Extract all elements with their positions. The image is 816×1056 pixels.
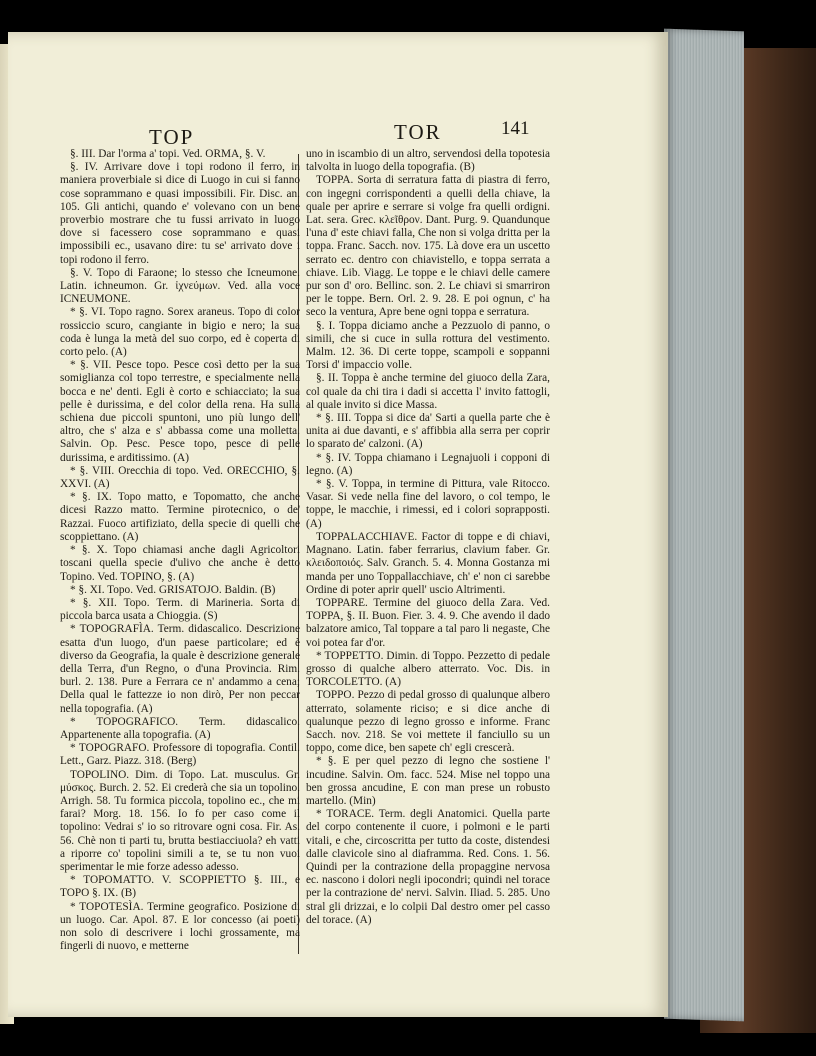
entry: §. I. Toppa diciamo anche a Pezzuolo di panno, o simili, che si cuce in sulla rottura del vestimento. Malm. 12. 36. Di certe toppe, scampoli e soppanni Torsi d' impaccio volle. — [306, 319, 550, 372]
entry: * §. XI. Topo. Ved. GRISATOJO. Baldin. (B) — [70, 583, 276, 596]
entry: * §. X. Topo chiamasi anche dagli Agricoltori toscani quella specie d'ulivo che anche è detto Topino. Ved. TOPINO, §. (A) — [60, 544, 300, 583]
entry: §. V. Topo di Faraone; lo stesso che Icneumone. Latin. ichneumon. Gr. ἰχνεύμων. Ved. alla voce ICNEUMONE. — [60, 266, 300, 306]
entry: * §. XII. Topo. Term. di Marineria. Sorta di piccola barca usata a Chioggia. (S) — [60, 596, 300, 623]
book-page — [8, 32, 668, 1017]
right-column — [306, 148, 550, 948]
entry: * §. VI. Topo ragno. Sorex araneus. Topo di color rossiccio scuro, cangiante in bigio e nero; la sua coda è lunga la metà del suo corpo, ed è coperta di corto pelo. (A) — [60, 306, 300, 359]
entry: * TOPOMATTO. V. SCOPPIETTO §. III., e TOPO §. IX. (B) — [60, 874, 300, 900]
entry: * TOPOGRAFÌA. Term. didascalico. Descrizione esatta d'un luogo, d'un paese particolare; ed è diverso da Geografia, la quale è descrizione generale della Terra, d'un Regno, o d'una Provincia. Rim. burl. 2. 138. Pure a Ferrara ce n' andammo a cena; Della qual le fattezze io non dirò, Per non peccar nella topografia. (A) — [60, 623, 300, 715]
entry: * §. VIII. Orecchia di topo. Ved. ORECCHIO, §. XXVI. (A) — [60, 464, 300, 491]
running-head-left: TOP — [149, 125, 195, 149]
entry: * TOPOGRAFO. Professore di topografia. Contil. Lett., Garz. Piazz. 318. (Berg) — [60, 742, 300, 768]
entry: * TOPPETTO. Dimin. di Toppo. Pezzetto di pedale grosso di qualche albero atterrato. Voc. Dis. in TORCOLETTO. (A) — [306, 649, 550, 689]
entry: TOPPO. Pezzo di pedal grosso di qualunque albero atterrato, solamente riciso; e si dice anche di qualunque pezzo di legno grosso e informe. Franc Sacch. nov. 218. Se voi mettete il fanciullo su un toppo, come dice, ben sapete ch' egli crescerà. — [306, 689, 550, 755]
entry: TOPPA. Sorta di serratura fatta di piastra di ferro, con ingegni corrispondenti a quelli della chiave, la quale per aprire e serrare si volge fra quelli ordigni. Lat. sera. Grec. κλεῖθρον. Dant. Purg. 9. Quandunque l'una d' este chiavi falla, Che non si volga dritta per la toppa. Franc. Sacch. nov. 175. Là dove era un uscetto serrato ec. dentro con chiavistello, e toppa serrata a chiave. Lib. Viagg. Le toppe e le chiavi delle camere pur son d' oro. Bellinc. son. 2. Le chiavi si smarriron per le toppe. Bern. Orl. 2. 9. 28. E poi ognun, c' ha seco la ventura, Apre bene ogni toppa e serratura. — [306, 174, 550, 319]
entry: * §. V. Toppa, in termine di Pittura, vale Ritocco. Vasar. Si vede nella fine del lavoro, o col tempo, le toppe, le macchie, i rimessi, ed i colori soprapposti. (A) — [306, 478, 550, 530]
entry: * §. IV. Toppa chiamano i Legnajuoli i copponi di legno. (A) — [306, 451, 550, 477]
entry: * TORACE. Term. degli Anatomici. Quella parte del corpo contenente il cuore, i polmoni e le parti vitali, e che, circoscritta per tutto da coste, distendesi dalle clavicole sino al diaframma. Red. Cons. 1. 56. Quindi per la contrazione della propaggine nervosa ec. nascono i dolori negli ipocondri; quindi nel torace per la contrazione de' nervi. Salvin. Iliad. 5. 285. Uno stral gli drizzai, e lo colpii Dal destro omer pel casso del torace. (A) — [306, 808, 550, 926]
entry: §. IV. Arrivare dove i topi rodono il ferro, in maniera proverbiale si dice di Luogo in cui si fanno cose soprammano e quasi impossibili. Fir. Disc. an. 105. Gli antichi, quando e' volevano con un bene proverbio mostrare che tu fussi arrivato in luogo dove si facessero cose soprammano e quasi impossibili ec., usavano dire: tu se' arrivato dove i topi rodono il ferro. — [60, 161, 300, 266]
entry: §. III. Dar l'orma a' topi. Ved. ORMA, §. V. — [70, 148, 266, 160]
entry: §. II. Toppa è anche termine del giuoco della Zara, col quale da chi tira i dadi si accetta l' invito fattogli, al quale invito si dice Massa. — [306, 372, 550, 411]
entry: TOPPARE. Termine del giuoco della Zara. Ved. TOPPA, §. II. Buon. Fier. 3. 4. 9. Che avendo il dado balzatore amico, Tal toppare a tal paro li negaste, Che voi potea far d'or. — [306, 596, 550, 649]
entry: TOPOLINO. Dim. di Topo. Lat. musculus. Gr. μύσκος. Burch. 2. 52. Ei crederà che sia un topolino. Arrigh. 58. Tu formica piccola, topolino ec., che mi farai? Morg. 18. 156. Io fo per caso come il topolino: Vedrai s' io so ritrovare ogni cosa. Fir. As. 56. Chè non ti parti tu, brutta bestiacciuola? eh vatti a riporre co' topolini simili a te, se tu non vuoi sperimentar le mie forze adesso adesso. — [60, 768, 300, 873]
entry: uno in iscambio di un altro, servendosi della topotesia talvolta in luogo della topografia. (B) — [306, 148, 550, 174]
entry: * §. VII. Pesce topo. Pesce così detto per la sua somiglianza col topo terrestre, e specialmente nella bocca e ne' denti. Egli è corto e schiacciato; la sua pelle è durissima, e del color della rena. Ha sulla schiena due piccoli spuntoni, uno più lungo dell' altro, che s' alza e s' abbassa come una molletta. Salvin. Op. Pesc. Pesce topo, pesce di pelle durissima, e arditissimo. (A) — [60, 359, 300, 464]
page-number: 141 — [501, 118, 530, 139]
entry: * §. III. Toppa si dice da' Sarti a quella parte che è unita ai due davanti, e s' affibbia alla serra per coprir lo sparato de' calzoni. (A) — [306, 412, 550, 451]
left-column — [60, 148, 300, 958]
entry: * §. IX. Topo matto, e Topomatto, che anche dicesi Razzo matto. Termine pirotecnico, o de' Razzai. Fuoco artifiziato, della specie di quelli che scoppiettano. (A) — [60, 491, 300, 543]
entry: * TOPOTESÌA. Termine geografico. Posizione di un luogo. Car. Apol. 87. E lor concesso (ai poeti) non solo di descrivere i lochi grossamente, ma fingerli di nuovo, e metterne — [60, 900, 300, 953]
page-edges — [664, 29, 744, 1022]
running-head-right: TOR — [394, 120, 442, 144]
entry: TOPPALACCHIAVE. Factor di toppe e di chiavi, Magnano. Latin. faber ferrarius, clavium faber. Gr. κλειδοποιός. Salv. Granch. 5. 4. Monna Gostanza mi manda per uno Toppallacchiave, ch' e' non ci sarebbe Ordine di poter aprir quell' uscio Altrimenti. — [306, 530, 550, 596]
entry: * §. E per quel pezzo di legno che sostiene l' incudine. Salvin. Om. facc. 524. Mise nel toppo una ben grossa ancudine, E con man prese un robusto martello. (Min) — [306, 755, 550, 807]
entry: * TOPOGRAFICO. Term. didascalico. Appartenente alla topografia. (A) — [60, 715, 300, 741]
